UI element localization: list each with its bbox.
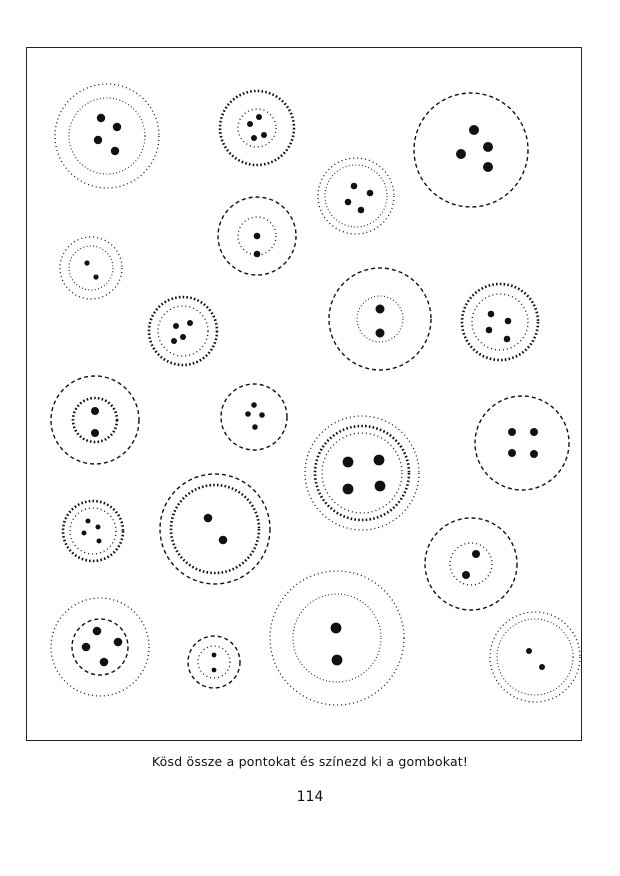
dotted-ring bbox=[171, 485, 259, 573]
button-hole bbox=[111, 147, 119, 155]
button-hole bbox=[254, 251, 261, 258]
button-hole bbox=[261, 132, 267, 138]
dotted-ring bbox=[198, 646, 230, 678]
button-hole bbox=[375, 481, 386, 492]
page-number: 114 bbox=[296, 789, 324, 805]
button-hole bbox=[212, 668, 217, 673]
button-hole bbox=[93, 274, 98, 279]
button-hole bbox=[331, 623, 342, 634]
button-hole bbox=[204, 514, 213, 523]
dotted-ring bbox=[325, 165, 387, 227]
button-outline-2 bbox=[220, 91, 294, 165]
button-hole bbox=[358, 207, 365, 214]
button-hole bbox=[508, 428, 516, 436]
button-hole bbox=[94, 136, 102, 144]
button-hole bbox=[351, 183, 358, 190]
button-outline-18 bbox=[188, 636, 240, 688]
dotted-ring bbox=[497, 619, 573, 695]
button-hole bbox=[332, 655, 343, 666]
button-hole bbox=[505, 318, 512, 325]
button-outline-15 bbox=[160, 474, 270, 584]
button-hole bbox=[97, 114, 105, 122]
dotted-ring bbox=[425, 518, 517, 610]
button-hole bbox=[171, 338, 177, 344]
dotted-ring bbox=[149, 297, 217, 365]
dotted-ring bbox=[472, 294, 528, 350]
dotted-ring bbox=[220, 91, 294, 165]
button-outline-1 bbox=[55, 84, 159, 188]
dotted-ring bbox=[51, 598, 149, 696]
dotted-ring bbox=[450, 543, 492, 585]
dotted-ring bbox=[72, 619, 128, 675]
button-hole bbox=[526, 648, 532, 654]
button-hole bbox=[173, 323, 179, 329]
button-hole bbox=[84, 260, 89, 265]
dotted-ring bbox=[69, 246, 113, 290]
button-hole bbox=[247, 121, 253, 127]
dotted-ring bbox=[69, 98, 145, 174]
button-hole bbox=[97, 539, 102, 544]
button-hole bbox=[374, 455, 385, 466]
dotted-ring bbox=[221, 384, 287, 450]
button-hole bbox=[251, 402, 257, 408]
button-hole bbox=[539, 664, 545, 670]
button-hole bbox=[91, 407, 99, 415]
button-hole bbox=[345, 199, 352, 206]
dotted-ring bbox=[55, 84, 159, 188]
dotted-ring bbox=[238, 109, 276, 147]
button-outline-9 bbox=[462, 284, 538, 360]
button-outline-13 bbox=[475, 396, 569, 490]
button-outline-3 bbox=[414, 93, 528, 207]
dotted-ring bbox=[490, 612, 580, 702]
button-outline-14 bbox=[63, 501, 123, 561]
button-hole bbox=[530, 450, 538, 458]
button-outline-12 bbox=[305, 416, 419, 530]
button-hole bbox=[113, 123, 121, 131]
button-hole bbox=[376, 305, 385, 314]
button-hole bbox=[504, 336, 511, 343]
button-hole bbox=[82, 531, 87, 536]
button-hole bbox=[245, 411, 251, 417]
button-hole bbox=[180, 334, 186, 340]
button-hole bbox=[508, 449, 516, 457]
button-outline-4 bbox=[318, 158, 394, 234]
button-outline-11 bbox=[221, 384, 287, 450]
button-hole bbox=[212, 653, 217, 658]
button-hole bbox=[456, 149, 466, 159]
button-hole bbox=[530, 428, 538, 436]
button-outline-16 bbox=[425, 518, 517, 610]
dotted-ring bbox=[158, 306, 208, 356]
dotted-ring bbox=[329, 268, 431, 370]
button-outline-8 bbox=[329, 268, 431, 370]
dotted-ring bbox=[160, 474, 270, 584]
button-hole bbox=[219, 536, 228, 545]
button-hole bbox=[483, 162, 493, 172]
button-hole bbox=[486, 327, 493, 334]
button-hole bbox=[343, 457, 354, 468]
button-outline-10 bbox=[51, 376, 139, 464]
button-hole bbox=[259, 412, 265, 418]
button-hole bbox=[82, 643, 91, 652]
dotted-ring bbox=[293, 594, 381, 682]
dotted-ring bbox=[70, 508, 116, 554]
dotted-ring bbox=[318, 158, 394, 234]
button-hole bbox=[483, 142, 493, 152]
button-hole bbox=[86, 519, 91, 524]
dotted-ring bbox=[322, 433, 402, 513]
button-hole bbox=[469, 125, 479, 135]
dotted-ring bbox=[63, 501, 123, 561]
dotted-ring bbox=[188, 636, 240, 688]
button-outline-20 bbox=[490, 612, 580, 702]
button-outline-5 bbox=[218, 197, 296, 275]
dotted-ring bbox=[414, 93, 528, 207]
button-hole bbox=[187, 320, 193, 326]
button-hole bbox=[376, 329, 385, 338]
button-hole bbox=[343, 484, 354, 495]
button-hole bbox=[91, 429, 99, 437]
button-hole bbox=[252, 424, 258, 430]
button-hole bbox=[367, 190, 374, 197]
button-outline-17 bbox=[51, 598, 149, 696]
button-hole bbox=[251, 135, 257, 141]
dotted-ring bbox=[462, 284, 538, 360]
button-hole bbox=[100, 658, 109, 667]
button-outline-19 bbox=[270, 571, 404, 705]
dotted-ring bbox=[475, 396, 569, 490]
button-hole bbox=[472, 550, 480, 558]
button-hole bbox=[462, 571, 470, 579]
button-hole bbox=[488, 311, 495, 318]
button-hole bbox=[256, 114, 262, 120]
dotted-ring bbox=[270, 571, 404, 705]
button-hole bbox=[96, 525, 101, 530]
button-outline-7 bbox=[149, 297, 217, 365]
button-hole bbox=[114, 638, 123, 647]
button-hole bbox=[93, 627, 102, 636]
button-hole bbox=[254, 233, 261, 240]
dotted-ring bbox=[315, 426, 409, 520]
button-outline-6 bbox=[60, 237, 122, 299]
instruction-text: Kösd össze a pontokat és színezd ki a gombokat! bbox=[151, 754, 469, 769]
dotted-ring bbox=[51, 376, 139, 464]
